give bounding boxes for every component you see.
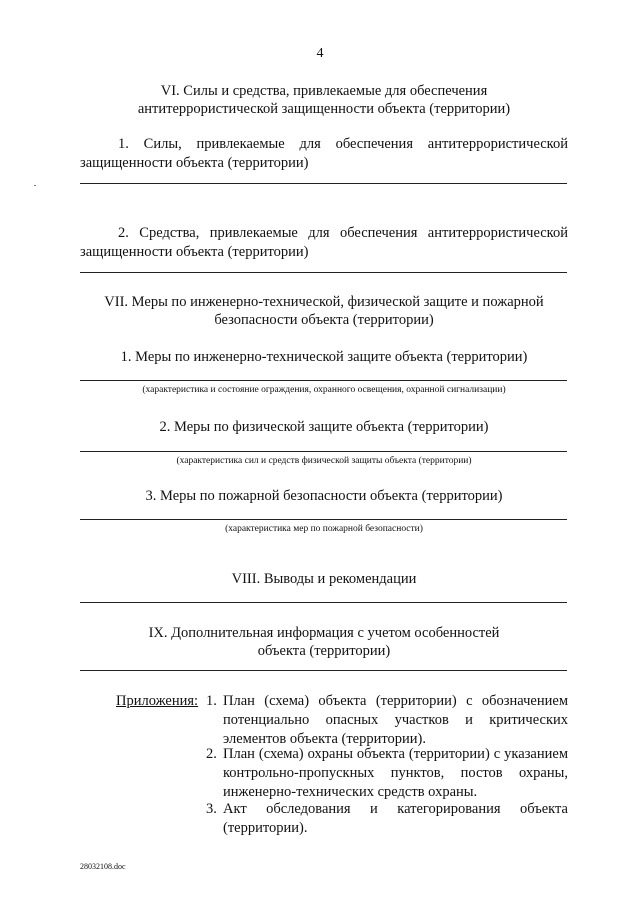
appendix-item-text: План (схема) объекта (территории) с обозначением потенциально опасных участков и критических элементов объекта (территории). [223,693,568,747]
scan-mark [34,185,36,186]
fill-line [80,451,567,452]
fill-line [80,670,567,671]
appendix-label: Приложения: [116,693,199,709]
section7-item2: 2. Меры по физической защите объекта (территории) [159,419,489,435]
fill-line [80,183,567,184]
section6-item2-text: 2. Средства, привлекаемые для обеспечения антитеррористической защищенности объекта (территории) [80,225,568,260]
fill-line [80,602,567,603]
section6-item1 [80,135,568,173]
section6-title-line2: антитеррористической защищенности объекта (территории) [137,101,511,117]
section7-item1: 1. Меры по инженерно-технической защите объекта (территории) [120,349,528,365]
section9-title-line1: IX. Дополнительная информация с учетом особенностей [148,625,500,641]
section7-item3: 3. Меры по пожарной безопасности объекта (территории) [145,488,503,504]
section7-title-line1: VII. Меры по инженерно-технической, физической защите и пожарной [104,294,544,310]
appendix-item-2 [206,745,568,802]
section7-caption2: (характеристика сил и средств физической защиты объекта (территории) [176,456,472,466]
section6-title [80,82,568,118]
appendix-item-number: 3. [206,801,217,817]
section7-caption3: (характеристика мер по пожарной безопасности) [225,524,423,534]
section6-item1-text: 1. Силы, привлекаемые для обеспечения антитеррористической защищенности объекта (территории) [80,136,568,171]
section6-title-line1: VI. Силы и средства, привлекаемые для обеспечения [160,83,488,99]
appendix-item-3 [206,800,568,838]
section7-caption1: (характеристика и состояние ограждения, охранного освещения, охранной сигнализации) [142,385,506,395]
section9-title-line2: объекта (территории) [257,643,391,659]
appendix-item-number: 1. [206,693,217,709]
fill-line [80,519,567,520]
page-number: 4 [316,46,324,61]
section9-title [80,624,568,660]
section7-title [80,293,568,329]
appendix-item-1 [206,692,568,749]
section7-title-line2: безопасности объекта (территории) [214,312,434,328]
section6-item2 [80,224,568,262]
file-name-footer: 28032108.doc [80,862,126,871]
fill-line [80,272,567,273]
appendix-item-number: 2. [206,746,217,762]
appendix-item-text: Акт обследования и категорирования объекта (территории). [223,801,568,836]
fill-line [80,380,567,381]
appendix-item-text: План (схема) охраны объекта (территории) с указанием контрольно-пропускных пунктов, постов охраны, инженерно-технических средств охраны. [223,746,568,800]
section8-title: VIII. Выводы и рекомендации [231,571,417,587]
